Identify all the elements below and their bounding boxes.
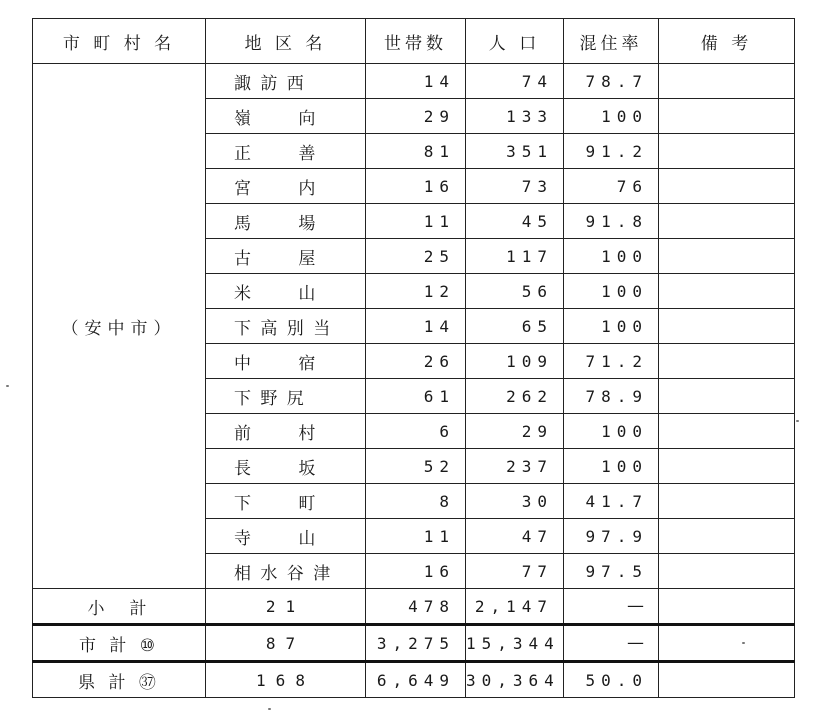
scan-speck (796, 420, 799, 422)
district-cell: 長 坂 (206, 449, 366, 484)
prefecture-total-notes (659, 662, 795, 698)
scan-speck (742, 642, 745, 644)
ratio-cell: 76 (564, 169, 659, 204)
households-cell: 25 (366, 239, 466, 274)
ratio-cell: 97.9 (564, 519, 659, 554)
households-cell: 11 (366, 204, 466, 239)
notes-cell (659, 64, 795, 99)
subtotal-households: 478 (366, 589, 466, 625)
prefecture-total-ratio: 50.0 (564, 662, 659, 698)
header-notes: 備 考 (659, 19, 795, 64)
district-cell: 前 村 (206, 414, 366, 449)
ratio-cell: 100 (564, 274, 659, 309)
households-cell: 61 (366, 379, 466, 414)
prefecture-total-districts: 168 (206, 662, 366, 698)
notes-cell (659, 169, 795, 204)
notes-cell (659, 554, 795, 589)
households-cell: 16 (366, 169, 466, 204)
district-cell: 寺 山 (206, 519, 366, 554)
ratio-cell: 97.5 (564, 554, 659, 589)
population-cell: 237 (466, 449, 564, 484)
subtotal-notes (659, 589, 795, 625)
notes-cell (659, 449, 795, 484)
header-ratio: 混住率 (564, 19, 659, 64)
population-cell: 109 (466, 344, 564, 379)
city-total-population: 15,344 (466, 625, 564, 662)
ratio-cell: 78.7 (564, 64, 659, 99)
households-cell: 6 (366, 414, 466, 449)
population-cell: 45 (466, 204, 564, 239)
ratio-cell: 91.8 (564, 204, 659, 239)
notes-cell (659, 134, 795, 169)
population-cell: 65 (466, 309, 564, 344)
households-cell: 11 (366, 519, 466, 554)
subtotal-ratio: — (564, 589, 659, 625)
notes-cell (659, 204, 795, 239)
population-cell: 77 (466, 554, 564, 589)
notes-cell (659, 274, 795, 309)
prefecture-total-households: 6,649 (366, 662, 466, 698)
households-cell: 16 (366, 554, 466, 589)
subtotal-row (33, 589, 795, 625)
city-total-label: 市 計 ⑩ (33, 625, 206, 662)
population-cell: 351 (466, 134, 564, 169)
district-cell: 古 屋 (206, 239, 366, 274)
prefecture-total-row (33, 662, 795, 698)
district-cell: 相 水 谷 津 (206, 554, 366, 589)
population-cell: 30 (466, 484, 564, 519)
population-cell: 117 (466, 239, 564, 274)
population-cell: 47 (466, 519, 564, 554)
table-body (33, 64, 795, 589)
district-table (32, 18, 795, 698)
ratio-cell: 91.2 (564, 134, 659, 169)
households-cell: 52 (366, 449, 466, 484)
district-cell: 馬 場 (206, 204, 366, 239)
notes-cell (659, 379, 795, 414)
notes-cell (659, 519, 795, 554)
notes-cell (659, 99, 795, 134)
city-name-cell: （安中市） (33, 64, 206, 589)
population-cell: 56 (466, 274, 564, 309)
population-cell: 73 (466, 169, 564, 204)
households-cell: 81 (366, 134, 466, 169)
district-cell: 下 町 (206, 484, 366, 519)
households-cell: 8 (366, 484, 466, 519)
district-cell: 下 野 尻 (206, 379, 366, 414)
district-cell: 宮 内 (206, 169, 366, 204)
population-cell: 262 (466, 379, 564, 414)
households-cell: 14 (366, 64, 466, 99)
ratio-cell: 78.9 (564, 379, 659, 414)
header-households: 世帯数 (366, 19, 466, 64)
city-total-ratio: — (564, 625, 659, 662)
scan-speck (268, 708, 271, 710)
city-total-notes (659, 625, 795, 662)
city-total-districts: 87 (206, 625, 366, 662)
ratio-cell: 100 (564, 309, 659, 344)
ratio-cell: 100 (564, 239, 659, 274)
notes-cell (659, 414, 795, 449)
city-total-row (33, 625, 795, 662)
subtotal-population: 2,147 (466, 589, 564, 625)
header-population: 人 口 (466, 19, 564, 64)
households-cell: 12 (366, 274, 466, 309)
district-cell: 諏 訪 西 (206, 64, 366, 99)
prefecture-total-population: 30,364 (466, 662, 564, 698)
ratio-cell: 71.2 (564, 344, 659, 379)
district-cell: 正 善 (206, 134, 366, 169)
subtotal-label: 小 計 (33, 589, 206, 625)
population-cell: 74 (466, 64, 564, 99)
district-cell: 下 高 別 当 (206, 309, 366, 344)
subtotal-districts: 21 (206, 589, 366, 625)
district-cell: 嶺 向 (206, 99, 366, 134)
city-total-households: 3,275 (366, 625, 466, 662)
notes-cell (659, 309, 795, 344)
households-cell: 14 (366, 309, 466, 344)
ratio-cell: 100 (564, 99, 659, 134)
prefecture-total-label: 県 計 ㊲ (33, 662, 206, 698)
notes-cell (659, 344, 795, 379)
ratio-cell: 41.7 (564, 484, 659, 519)
notes-cell (659, 484, 795, 519)
table-row (33, 64, 795, 99)
scan-speck (6, 385, 9, 387)
summary-body (33, 589, 795, 698)
header-city: 市 町 村 名 (33, 19, 206, 64)
ratio-cell: 100 (564, 414, 659, 449)
notes-cell (659, 239, 795, 274)
header-district: 地 区 名 (206, 19, 366, 64)
ratio-cell: 100 (564, 449, 659, 484)
district-cell: 米 山 (206, 274, 366, 309)
population-cell: 133 (466, 99, 564, 134)
population-cell: 29 (466, 414, 564, 449)
households-cell: 26 (366, 344, 466, 379)
district-cell: 中 宿 (206, 344, 366, 379)
households-cell: 29 (366, 99, 466, 134)
header-row (33, 19, 795, 64)
